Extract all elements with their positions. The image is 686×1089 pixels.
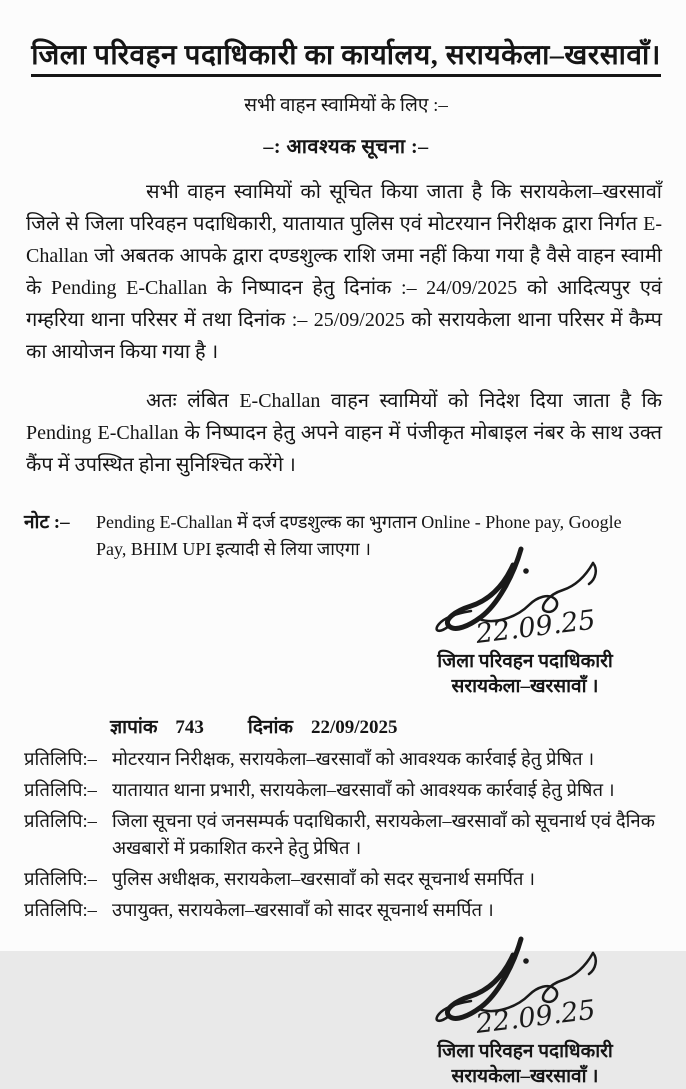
- memo-line: [110, 713, 668, 739]
- signature-date-text: 22.09.25: [474, 604, 598, 650]
- signatory-district: सरायकेला–खरसावाँ ।: [451, 676, 599, 697]
- copy-text: जिला सूचना एवं जनसम्पर्क पदाधिकारी, सरायकेला–खरसावाँ को सूचनार्थ एवं दैनिक अखबारों में प्रकाशित करने हेतु प्रेषित ।: [112, 812, 655, 859]
- signature-date-text: 22.09.25: [474, 994, 598, 1040]
- signature-block-bottom: [400, 927, 650, 1089]
- copy-label: प्रतिलिपि:–: [24, 750, 97, 770]
- note-text: Pending E-Challan में दर्ज दण्डशुल्क का भुगतान Online - Phone pay, Google Pay, BHIM UPI इत्यादी से लिया जाएगा ।: [96, 512, 622, 559]
- notice-heading: –: आवश्यक सूचना :–: [263, 136, 429, 158]
- note-label: नोट :–: [24, 512, 70, 533]
- copy-label: प्रतिलिपि:–: [24, 781, 97, 801]
- signatory-district: सरायकेला–खरसावाँ ।: [451, 1066, 599, 1087]
- copy-list: [24, 747, 668, 925]
- copy-text: पुलिस अधीक्षक, सरायकेला–खरसावाँ को सदर सूचनार्थ समर्पित ।: [112, 870, 536, 890]
- signatory-designation: जिला परिवहन पदाधिकारी: [437, 651, 613, 672]
- memo-date-label: दिनांक: [247, 717, 293, 738]
- copy-row-5: [24, 898, 674, 925]
- memo-date-value: 22/09/2025: [310, 717, 398, 738]
- page-title-text: जिला परिवहन पदाधिकारी का कार्यालय, सरायकेला–खरसावाँ।: [31, 40, 661, 77]
- page-title: [24, 38, 668, 73]
- copy-text: यातायात थाना प्रभारी, सरायकेला–खरसावाँ को आवश्यक कार्रवाई हेतु प्रेषित ।: [112, 781, 615, 801]
- copy-row-1: [24, 747, 674, 774]
- copy-label: प्रतिलिपि:–: [24, 901, 97, 921]
- memo-number-value: 743: [175, 717, 204, 738]
- body-paragraph-1: सभी वाहन स्वामियों को सूचित किया जाता है कि सरायकेला–खरसावाँ जिले से जिला परिवहन पदाधिकारी, यातायात पुलिस एवं मोटरयान निरीक्षक द्वारा निर्गत E-Challan जो अबतक आपके द्वारा दण्डशुल्क राशि जमा नहीं किया गया है वैसे वाहन स्वामी के Pending E-Challan के निष्पादन हेतु दिनांक :– 24/09/2025 को आदित्यपुर एवं गम्हरिया थाना परिसर में तथा दिनांक :– 25/09/2025 को सरायकेला थाना परिसर में कैम्प का आयोजन किया गया है ।: [26, 181, 662, 363]
- copy-text: मोटरयान निरीक्षक, सरायकेला–खरसावाँ को आवश्यक कार्रवाई हेतु प्रेषित ।: [112, 750, 595, 770]
- copy-row-4: [24, 867, 674, 894]
- handwritten-signature-icon: [425, 927, 625, 1045]
- copy-row-2: [24, 778, 674, 805]
- signatory-designation: जिला परिवहन पदाधिकारी: [437, 1041, 613, 1062]
- body-paragraph-2: अतः लंबित E-Challan वाहन स्वामियों को निदेश दिया जाता है कि Pending E-Challan के निष्पादन हेतु अपने वाहन में पंजीकृत मोबाइल नंबर के साथ उक्त कैंप में उपस्थित होना सुनिश्चित करेंगे ।: [26, 390, 662, 476]
- memo-number-label: ज्ञापांक: [110, 717, 158, 738]
- note-section: [24, 509, 644, 563]
- copy-text: उपायुक्त, सरायकेला–खरसावाँ को सादर सूचनार्थ समर्पित ।: [112, 901, 494, 921]
- addressee-line: सभी वाहन स्वामियों के लिए :–: [244, 95, 448, 116]
- copy-label: प्रतिलिपि:–: [24, 812, 97, 832]
- copy-label: प्रतिलिपि:–: [24, 870, 97, 890]
- copy-row-3: [24, 809, 674, 863]
